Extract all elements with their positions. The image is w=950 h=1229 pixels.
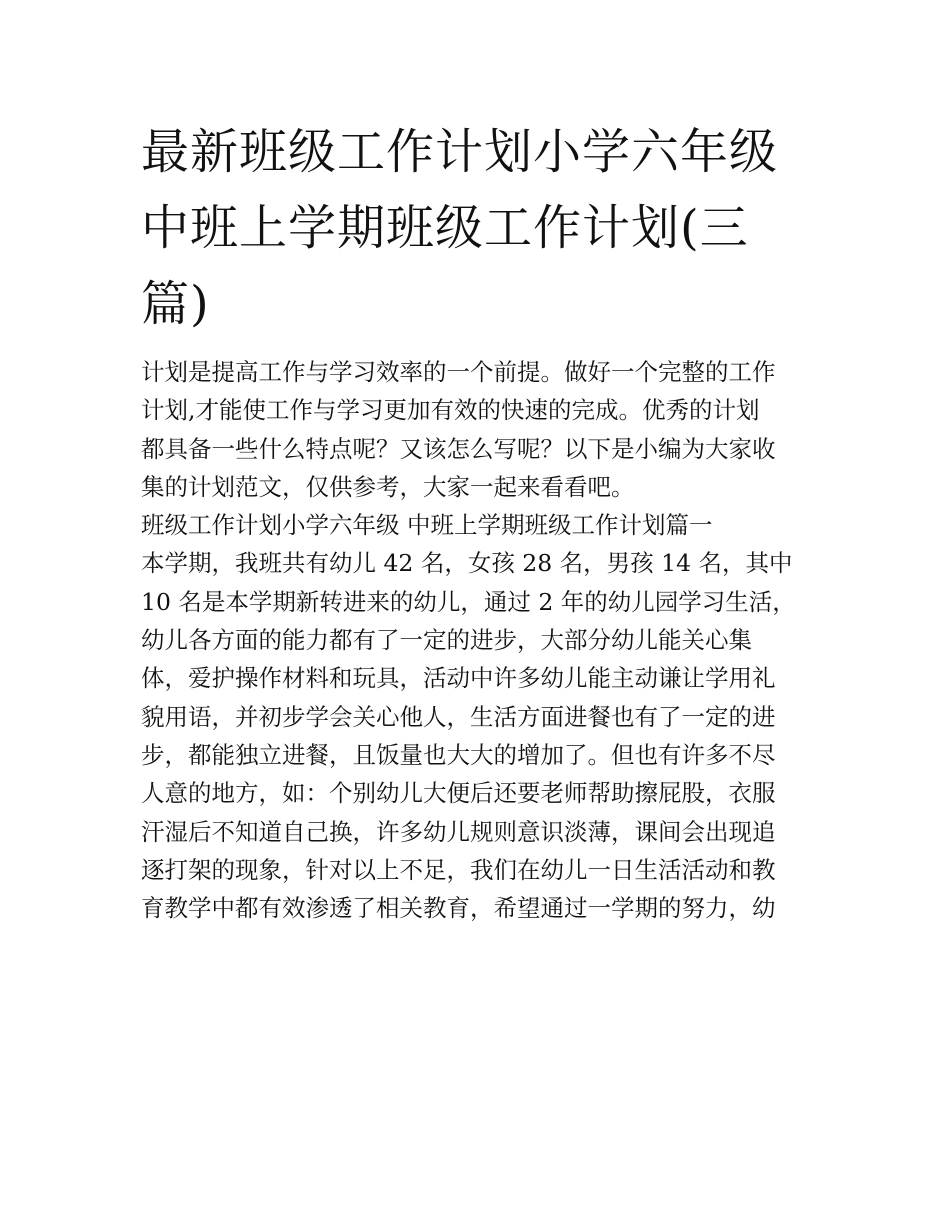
text-line: 育教学中都有效渗透了相关教育，希望通过一学期的努力，幼 xyxy=(141,894,776,923)
text-line: 幼儿各方面的能力都有了一定的进步，大部分幼儿能关心集 xyxy=(141,626,752,655)
section-paragraph xyxy=(141,544,813,927)
text-line: 本学期，我班共有幼儿 42 名，女孩 28 名，男孩 14 名，其中 xyxy=(141,549,793,578)
text-line: 体，爱护操作材料和玩具，活动中许多幼儿能主动谦让学用礼 xyxy=(141,664,776,693)
title-line: 中班上学期班级工作计划(三 xyxy=(141,200,749,256)
document-body xyxy=(141,353,813,927)
text-line: 计划,才能使工作与学习更加有效的快速的完成。优秀的计划 xyxy=(141,396,760,425)
text-line: 步，都能独立进餐，且饭量也大大的增加了。但也有许多不尽 xyxy=(141,740,776,769)
text-line: 10 名是本学期新转进来的幼儿，通过 2 年的幼儿园学习生活， xyxy=(141,587,796,616)
section-heading: 班级工作计划小学六年级 中班上学期班级工作计划篇一 xyxy=(141,511,713,540)
text-line: 貌用语，并初步学会关心他人，生活方面进餐也有了一定的进 xyxy=(141,702,776,731)
title-line: 最新班级工作计划小学六年级 xyxy=(141,124,779,180)
text-line: 集的计划范文，仅供参考，大家一起来看看吧。 xyxy=(141,472,635,501)
text-line: 逐打架的现象，针对以上不足，我们在幼儿一日生活活动和教 xyxy=(141,855,776,884)
section-heading-block xyxy=(141,506,813,544)
document-title xyxy=(141,114,813,342)
text-line: 都具备一些什么特点呢？又该怎么写呢？以下是小编为大家收 xyxy=(141,434,776,463)
title-line: 篇) xyxy=(141,276,210,332)
text-line: 人意的地方，如：个别幼儿大便后还要老师帮助擦屁股，衣服 xyxy=(141,779,776,808)
text-line: 汗湿后不知道自己换，许多幼儿规则意识淡薄，课间会出现追 xyxy=(141,817,776,846)
intro-paragraph xyxy=(141,353,813,506)
text-line: 计划是提高工作与学习效率的一个前提。做好一个完整的工作 xyxy=(141,358,776,386)
